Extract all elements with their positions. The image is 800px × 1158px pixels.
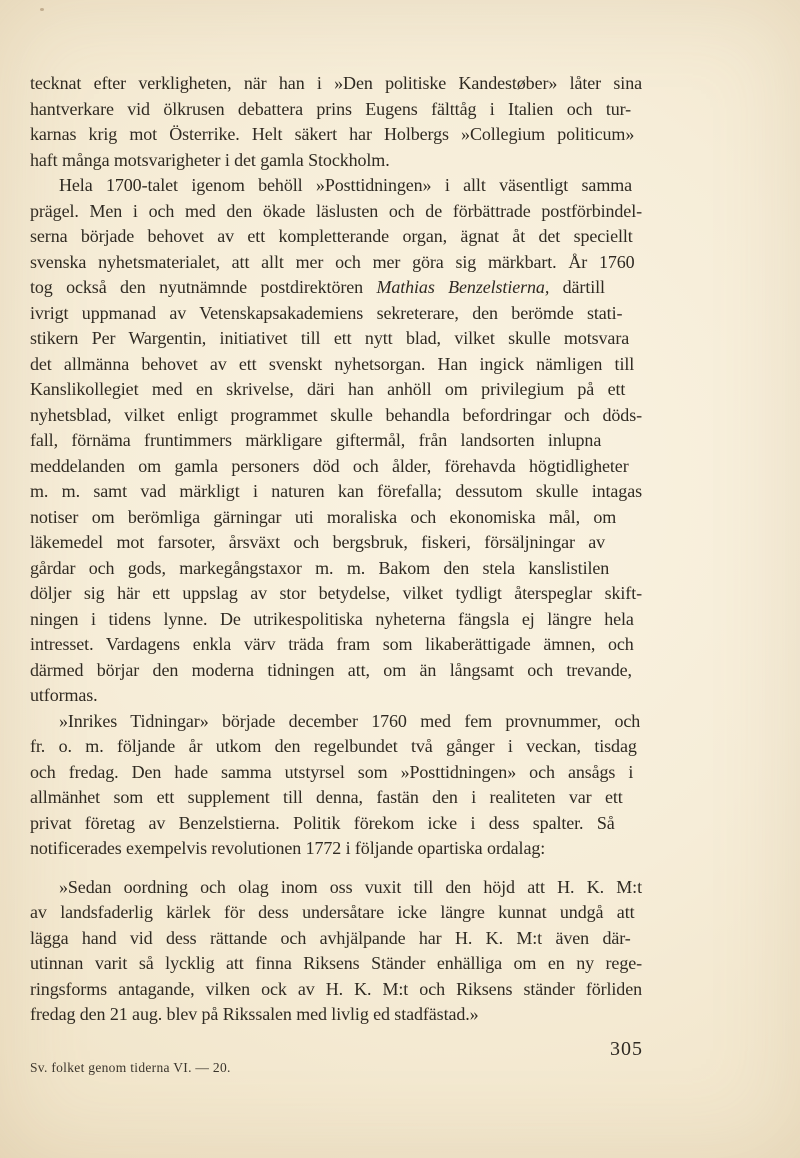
text-line: ivrigt uppmanad av Vetenskapsakademiens sekreterare, den berömde stati- (30, 302, 623, 323)
text-line: Hela 1700-talet igenom behöll »Posttidningen» i allt väsentligt samma (59, 175, 633, 195)
text-line: Kanslikollegiet med en skrivelse, däri han anhöll om privilegium på ett (30, 379, 626, 399)
text-line: »Inrikes Tidningar» började december 1760 med fem provnummer, och (59, 710, 641, 731)
text-line: tecknat efter verkligheten, när han i »Den politiske Kandestøber» låter sina (30, 73, 642, 93)
page-number: 305 (610, 1038, 643, 1060)
text-line: ringsforms antagande, vilken ock av H. K. M:t och Riksens ständer förliden (30, 978, 642, 999)
text-line: svenska nyhetsmaterialet, att allt mer och mer göra sig märkbart. År 1760 (30, 251, 635, 272)
text-line: fredag den 21 aug. blev på Rikssalen med livlig ed stadfästad.» (30, 1004, 479, 1024)
text-line: lägga hand vid dess rättande och avhjälpande har H. K. M:t även där- (30, 927, 631, 948)
text-line: prägel. Men i och med den ökade läslusten och de förbättrade postförbindel- (30, 200, 642, 221)
signature-line: Sv. folket genom tiderna VI. — 20. (30, 1060, 231, 1075)
text-line: nyhetsblad, vilket enligt programmet skulle behandla befordringar och döds- (30, 404, 642, 425)
text-line: därmed börjar den moderna tidningen att, om än långsamt och trevande, (30, 659, 632, 680)
text-line: och fredag. Den hade samma utstyrsel som »Posttidningen» och ansågs i (30, 761, 634, 782)
text-line: gårdar och gods, markegångstaxor m. m. Bakom den stela kanslistilen (30, 557, 610, 578)
text-line: hantverkare vid ölkrusen debattera prins Eugens fälttåg i Italien och tur- (30, 98, 632, 119)
text-line: utinnan varit så lycklig att finna Riksens Ständer enhälliga om en ny rege- (30, 953, 642, 973)
text-line: det allmänna behovet av ett svenskt nyhetsorgan. Han ingick nämligen till (30, 353, 635, 374)
text-line: utformas. (30, 685, 98, 705)
text-line: privat företag av Benzelstierna. Politik förekom icke i dess spalter. Så (30, 812, 615, 833)
text-line: notiser om berömliga gärningar uti moraliska och ekonomiska mål, om (30, 506, 617, 527)
text-line: allmänhet som ett supplement till denna, fastän den i realiteten var ett (30, 787, 623, 807)
text-line: m. m. samt vad märkligt i naturen kan förefalla; dessutom skulle intagas (30, 481, 642, 501)
text-line: notificerades exempelvis revolutionen 1772 i följande opartiska ordalag: (30, 838, 546, 858)
text-line: läkemedel mot farsoter, årsväxt och bergsbruk, fiskeri, försäljningar av (30, 532, 606, 552)
text-line: ningen i tidens lynne. De utrikespolitiska nyheterna fängsla ej längre hela (30, 608, 634, 629)
text-line: serna började behovet av ett kompletterande organ, ägnat åt det speciellt (30, 226, 633, 246)
text-line: meddelanden om gamla personers död och ålder, förehavda högtidligheter (30, 455, 629, 476)
text-line: tog också den nyutnämnde postdirektören Mathias Benzelstierna, därtill (30, 277, 605, 297)
paper-speck (40, 8, 44, 11)
body-text (30, 71, 642, 1028)
text-line: haft många motsvarigheter i det gamla Stockholm. (30, 149, 390, 170)
text-line: stikern Per Wargentin, initiativet till ett nytt blad, vilket skulle motsvara (30, 328, 630, 348)
text-line: intresset. Vardagens enkla värv träda fram som likaberättigade ämnen, och (30, 634, 634, 654)
text-line: döljer sig här ett uppslag av stor betydelse, vilket tydligt återspeglar skift- (30, 583, 642, 603)
text-line: karnas krig mot Österrike. Helt säkert har Holbergs »Collegium politicum» (30, 124, 635, 144)
text-line: fall, förnäma fruntimmers märkligare giftermål, från landsorten inlupna (30, 430, 602, 450)
text-line: fr. o. m. följande år utkom den regelbundet två gånger i veckan, tisdag (30, 736, 637, 756)
text-line: »Sedan oordning och olag inom oss vuxit till den höjd att H. K. M:t (59, 876, 642, 897)
text-line: av landsfaderlig kärlek för dess undersåtare icke längre kunnat undgå att (30, 902, 635, 922)
